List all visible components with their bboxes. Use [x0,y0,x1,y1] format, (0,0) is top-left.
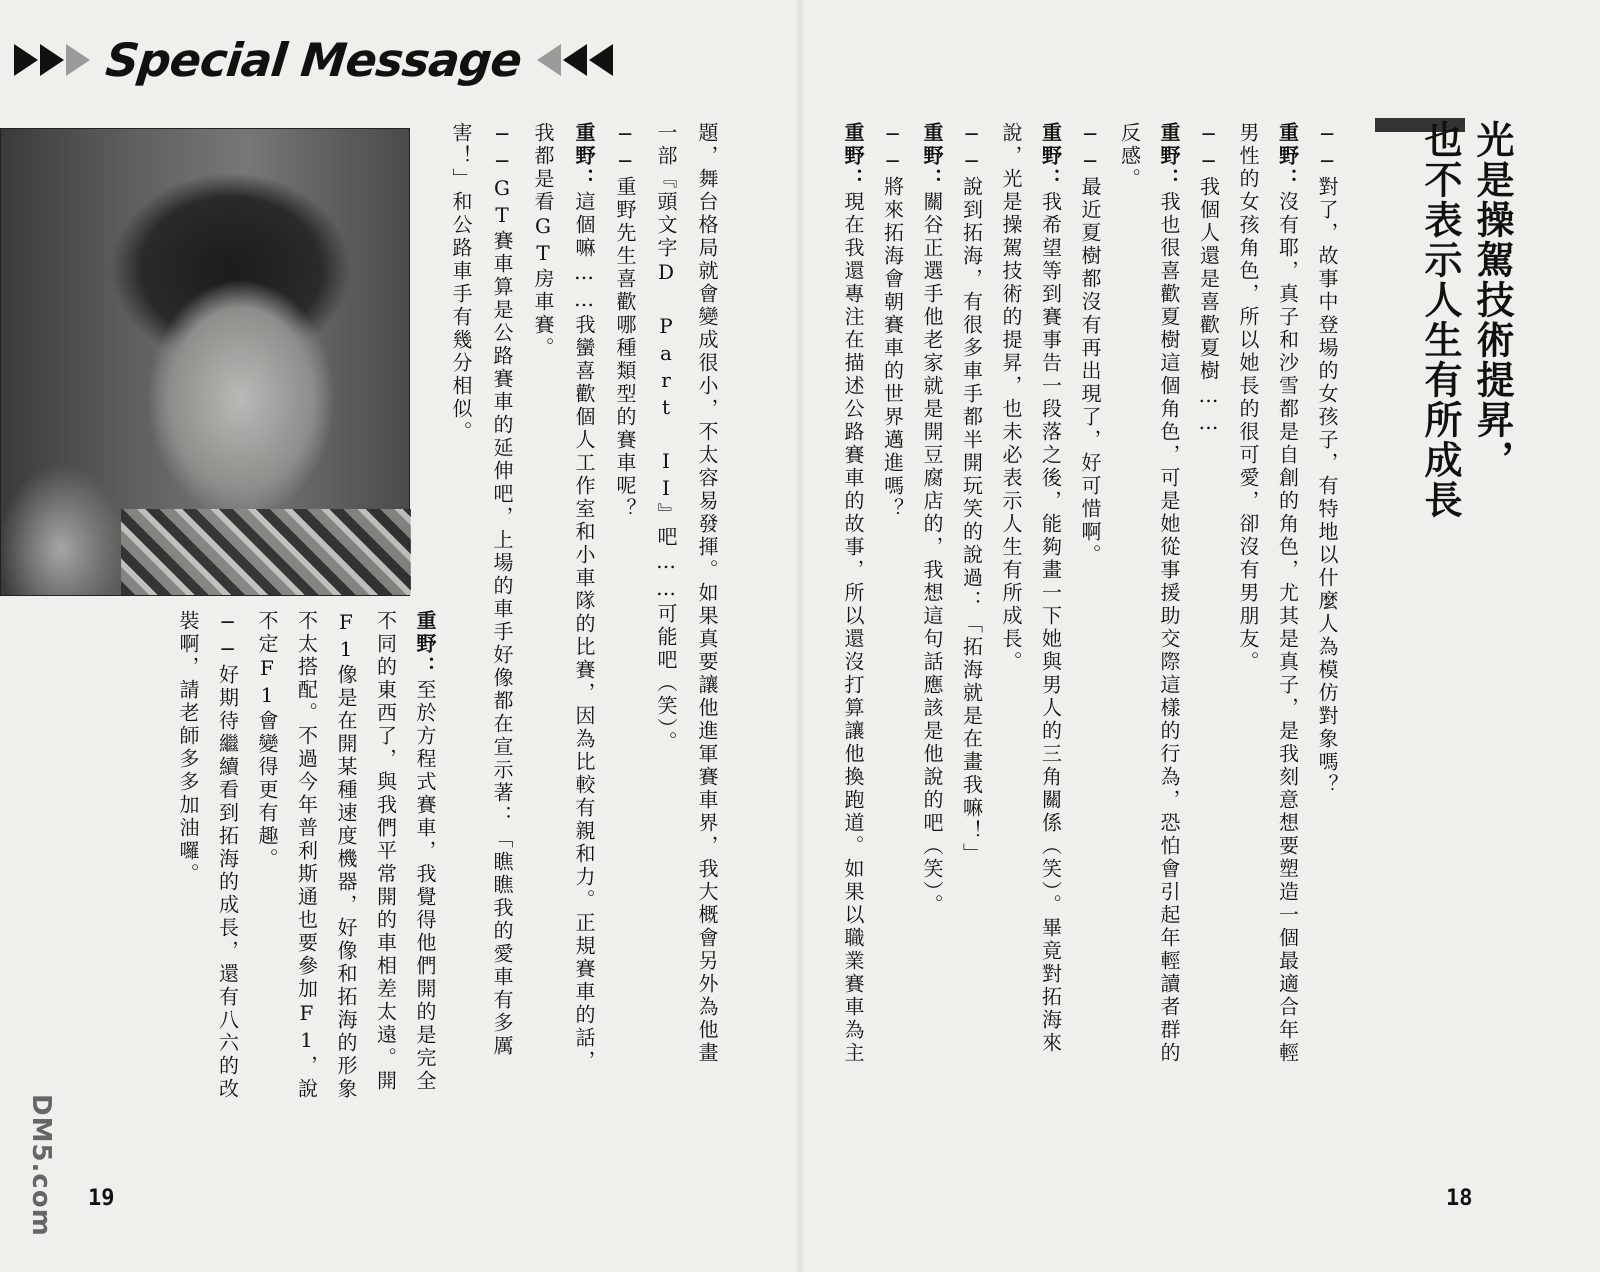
text-column [1190,122,1230,1122]
text-column [1269,122,1309,1122]
column-text: 沒有耶，真子和沙雪都是自創的角色，尤其是真子，是我刻意想要塑造一個最適合年輕 [1275,191,1300,1065]
text-column [605,122,646,1122]
arrow-left-icon [537,44,561,76]
speaker-label: 重野： [1275,122,1300,191]
column-text: 反感。 [1117,122,1142,191]
speaker-label: 重野： [1038,122,1063,191]
headline [1408,120,1518,540]
speaker-label: 重野： [413,610,437,679]
column-text: ──好期待繼續看到拓海的成長，還有八六的改 [215,610,240,1101]
text-column [835,122,875,1122]
column-text: 關谷正選手他老家就是開豆腐店的，我想這句話應該是他說的吧（笑）。 [920,191,944,917]
speaker-label: 重野： [920,122,944,191]
column-text: ──最近夏樹都沒有再出現了，好可惜啊。 [1078,122,1102,567]
text-column [687,122,728,1122]
headline-line-2: 也不表示人生有所成長 [1418,120,1462,520]
arrow-right-icon [40,44,64,76]
text-column [1309,122,1349,1122]
headline-line-1: 光是操駕技術提昇， [1470,120,1514,480]
page-number: 19 [88,1186,115,1211]
column-text: 裝啊，請老師多多加油囉。 [176,610,200,886]
text-column [209,610,249,1130]
column-text: ──重野先生喜歡哪種類型的賽車呢？ [613,122,637,521]
watermark-logo: DM5.com [26,1094,56,1237]
arrow-right-icon [66,44,90,76]
text-column [564,122,605,1122]
text-column [407,610,447,1130]
column-text: ──對了，故事中登場的女孩子，有特地以什麼人為模仿對象嗎？ [1315,122,1339,797]
speaker-label: 重野： [841,122,865,191]
speaker-label: 重野： [572,122,596,191]
text-column [441,122,482,1122]
text-column [993,122,1033,1122]
arrow-left-icon [563,44,587,76]
text-column [367,610,407,1130]
text-column [523,122,564,1122]
column-text: 害！」和公路車手有幾分相似。 [449,122,473,444]
text-column [288,610,328,1130]
text-column [482,122,523,1122]
text-column [1032,122,1072,1122]
column-text: 我也很喜歡夏樹這個角色，可是她從事援助交際這樣的行為，恐怕會引起年輕讀者群的 [1157,191,1181,1065]
text-column [914,122,954,1122]
column-text: ──GT賽車算是公路賽車的延伸吧，上場的車手好像都在宣示著：「瞧瞧我的愛車有多厲 [490,122,514,1058]
text-column [328,610,368,1130]
column-text: 這個嘛……我蠻喜歡個人工作室和小車隊的比賽，因為比較有親和力。正規賽車的話， [572,191,596,1073]
column-text: 至於方程式賽車，我覺得他們開的是完全 [413,679,437,1093]
text-column [1072,122,1112,1122]
page-number: 18 [1446,1186,1473,1211]
column-text: 我都是看GT房車賽。 [531,122,555,360]
text-column [1111,122,1151,1122]
arrow-left-icon [589,44,613,76]
text-column [170,610,210,1130]
column-text: 不定F1會變得更有趣。 [255,610,279,871]
column-text: 我希望等到賽事告一段落之後，能夠畫一下她與男人的三角關係（笑）。畢竟對拓海來 [1038,191,1063,1055]
text-column [646,122,687,1122]
column-text: F1像是在開某種速度機器，好像和拓海的形象 [334,610,358,1101]
text-column [953,122,993,1122]
text-column [1230,122,1270,1122]
text-column [1151,122,1191,1122]
column-text: 說，光是操駕技術的提昇，也未必表示人生有所成長。 [999,122,1023,674]
column-text: 男性的女孩角色，所以她長的很可愛，卻沒有男朋友。 [1236,122,1260,674]
header-title: Special Message [103,33,524,87]
column-text: 不太搭配。不過今年普利斯通也要參加F1，說 [294,610,319,1101]
column-text: ──我個人還是喜歡夏樹…… [1196,122,1221,437]
column-text: 不同的東西了，與我們平常開的車相差太遠。開 [373,610,398,1093]
column-text: 現在我還專注在描述公路賽車的故事，所以還沒打算讓他換跑道。如果以職業賽車為主 [841,191,865,1065]
column-text: ──將來拓海會朝賽車的世界邁進嗎？ [880,122,905,521]
column-text: ──說到拓海，有很多車手都半開玩笑的說過：「拓海就是在畫我嘛！」 [959,122,984,866]
column-text: 題，舞台格局就會變成很小，不太容易發揮。如果真要讓他進軍賽車界，我大概會另外為他畫 [695,122,719,1065]
photo-shirt-pattern [121,509,411,595]
text-column [874,122,914,1122]
special-message-header [14,30,613,90]
speaker-label: 重野： [1157,122,1181,191]
arrow-right-icon [14,44,38,76]
column-text: 一部『頭文字D Part II』吧……可能吧（笑）。 [654,122,678,754]
text-column [249,610,289,1130]
author-photo [0,128,410,596]
